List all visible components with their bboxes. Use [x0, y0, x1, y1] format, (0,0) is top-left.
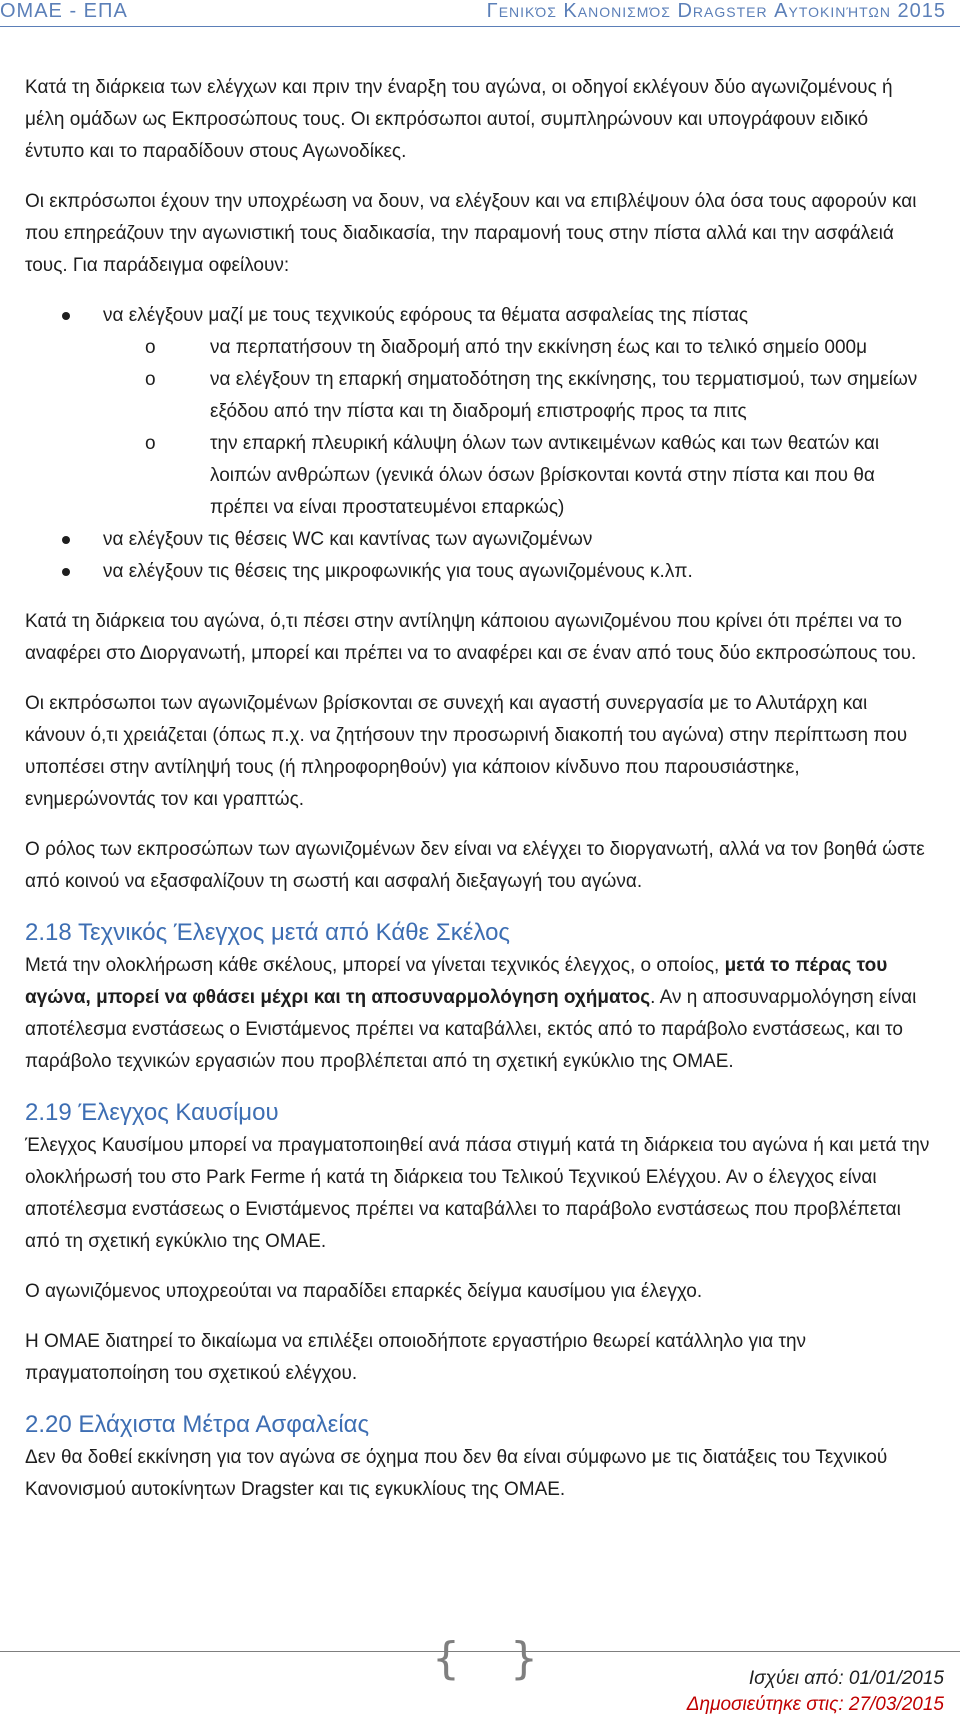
bullet-list — [25, 300, 930, 588]
section-heading-2-20: 2.20 Ελάχιστα Μέτρα Ασφαλείας — [25, 1411, 370, 1438]
section-heading-2-19: 2.19 Έλεγχος Καυσίμου — [25, 1099, 279, 1126]
page-footer — [687, 1666, 944, 1718]
sub-bullet-marker: o — [145, 369, 156, 390]
paragraph: Ο ρόλος των εκπροσώπων των αγωνιζομένων δεν είναι να ελέγχει το διοργανωτή, αλλά να τον βοηθά ώστε από κοινού να εξασφαλίζουν τη σωστή και ασφαλή διεξαγωγή του αγώνα. — [25, 839, 925, 892]
header-org: ΟΜΑΕ - ΕΠΑ — [0, 0, 128, 22]
bullet-icon — [62, 568, 70, 576]
list-item-text: να ελέγξουν μαζί με τους τεχνικούς εφόρους τα θέματα ασφαλείας της πίστας — [103, 305, 748, 326]
sub-list — [103, 332, 930, 524]
sub-list-item — [25, 428, 930, 524]
right-brace-icon: } — [510, 1633, 538, 1684]
paragraph: Κατά τη διάρκεια του αγώνα, ό,τι πέσει στην αντίληψη κάποιου αγωνιζομένου που κρίνει ότι πρέπει να το αναφέρει στο Διοργανωτή, μπορεί και πρέπει να το αναφέρει και σε έναν από τους δύο εκπροσώπους του. — [25, 611, 917, 664]
sub-list-item-text: να ελέγξουν τη επαρκή σηματοδότηση της εκκίνησης, του τερματισμού, των σημείων εξόδου από την πίστα και τη διαδρομή επιστροφής προς τα πιτς — [210, 369, 918, 422]
bullet-icon — [62, 536, 70, 544]
bold-text-run: μετά το πέρας του αγώνα, μπορεί να φθάσει μέχρι και τη αποσυναρμολόγηση οχήματος — [25, 955, 888, 1008]
bullet-icon — [62, 312, 70, 320]
list-item — [25, 300, 930, 524]
paragraph: Η ΟΜΑΕ διατηρεί το δικαίωμα να επιλέξει οποιοδήποτε εργαστήριο θεωρεί κατάλληλο για την πραγματοποίηση του σχετικού ελέγχου. — [25, 1331, 807, 1384]
paragraph: Κατά τη διάρκεια των ελέγχων και πριν την έναρξη του αγώνα, οι οδηγοί εκλέγουν δύο αγωνιζομένους ή μέλη ομάδων ως Εκπροσώπους τους. Οι εκπρόσωποι αυτοί, συμπληρώνουν και υπογράφουν ειδικό έντυπο και το παραδίδουν στους Αγωνοδίκες. — [25, 77, 893, 162]
paragraph: Δεν θα δοθεί εκκίνηση για τον αγώνα σε όχημα που δεν θα είναι σύμφωνο με τις διατάξεις του Τεχνικού Κανονισμού αυτοκίνητων Dragster και τις εγκυκλίους της ΟΜΑΕ. — [25, 1447, 888, 1500]
document-body — [25, 72, 930, 1524]
sub-list-item-text: να περπατήσουν τη διαδρομή από την εκκίνηση έως και το τελικό σημείο 000μ — [210, 337, 868, 358]
list-item — [25, 524, 930, 556]
page-header — [0, 0, 960, 27]
text-run: Μετά την ολοκλήρωση κάθε σκέλους, μπορεί να γίνεται τεχνικός έλεγχος, ο οποίος, — [25, 955, 725, 976]
section-heading-2-18: 2.18 Τεχνικός Έλεγχος μετά από Κάθε Σκέλος — [25, 919, 510, 946]
header-doc-title: Γενικός Κανονισμός Dragster Αυτοκινήτων 2015 — [486, 0, 946, 22]
paragraph: Οι εκπρόσωποι έχουν την υποχρέωση να δουν, να ελέγξουν και να επιβλέψουν όλα όσα τους αφορούν και που επηρεάζουν την αγωνιστική τους διαδικασία, την παραμονή τους στην πίστα αλλά και την ασφάλειά τους. Για παράδειγμα οφείλουν: — [25, 191, 917, 276]
valid-from-date: Ισχύει από: 01/01/2015 — [748, 1668, 944, 1689]
sub-list-item-text: την επαρκή πλευρική κάλυψη όλων των αντικειμένων καθώς και των θεατών και λοιπών ανθρώπων (γενικά όλων όσων βρίσκονται κοντά στην πίστα και που θα πρέπει να είναι προστατευμένοι επαρκώς) — [210, 433, 880, 518]
list-item-text: να ελέγξουν τις θέσεις WC και καντίνας των αγωνιζομένων — [103, 529, 593, 550]
sub-bullet-marker: o — [145, 337, 156, 358]
list-item-text: να ελέγξουν τις θέσεις της μικροφωνικής για τους αγωνιζομένους κ.λπ. — [103, 561, 693, 582]
paragraph: Έλεγχος Καυσίμου μπορεί να πραγματοποιηθεί ανά πάσα στιγμή κατά τη διάρκεια του αγώνα ή και μετά την ολοκλήρωσή του στο Park Ferme ή κατά τη διάρκεια του Τελικού Τεχνικού Ελέγχου. Αν ο έλεγχος είναι αποτέλεσμα ενστάσεως ο Ενιστάμενος πρέπει να καταβάλλει το παράβολο ενστάσεως που προβλέπεται από τη σχετική εγκύκλιο της ΟΜΑΕ. — [25, 1135, 930, 1252]
published-date: Δημοσιεύτηκε στις: 27/03/2015 — [686, 1694, 944, 1715]
footer-divider — [0, 1651, 960, 1652]
paragraph: Ο αγωνιζόμενος υποχρεούται να παραδίδει επαρκές δείγμα καυσίμου για έλεγχο. — [25, 1281, 703, 1302]
text-run: . Αν η αποσυναρμολόγηση είναι αποτέλεσμα ενστάσεως ο Ενιστάμενος πρέπει να καταβάλλει, εκτός από το παράβολο ενστάσεως, και το παράβολο τεχνικών εργασιών που προβλέπεται από τη σχετική εγκύκλιο της ΟΜΑΕ. — [25, 987, 917, 1072]
sub-bullet-marker: o — [145, 433, 156, 454]
sub-list-item — [25, 332, 930, 364]
list-item — [25, 556, 930, 588]
sub-list-item — [25, 364, 930, 428]
left-brace-icon: { — [432, 1633, 460, 1684]
paragraph — [25, 950, 930, 1078]
paragraph: Οι εκπρόσωποι των αγωνιζομένων βρίσκονται σε συνεχή και αγαστή συνεργασία με το Αλυτάρχη και κάνουν ό,τι χρειάζεται (όπως π.χ. να ζητήσουν την προσωρινή διακοπή του αγώνα) στην περίπτωση που υποπέσει στην αντίληψή τους (ή πληροφορηθούν) για κάποιον κίνδυνο που παρουσιάστηκε, ενημερώνοντάς τον και γραπτώς. — [25, 693, 908, 810]
